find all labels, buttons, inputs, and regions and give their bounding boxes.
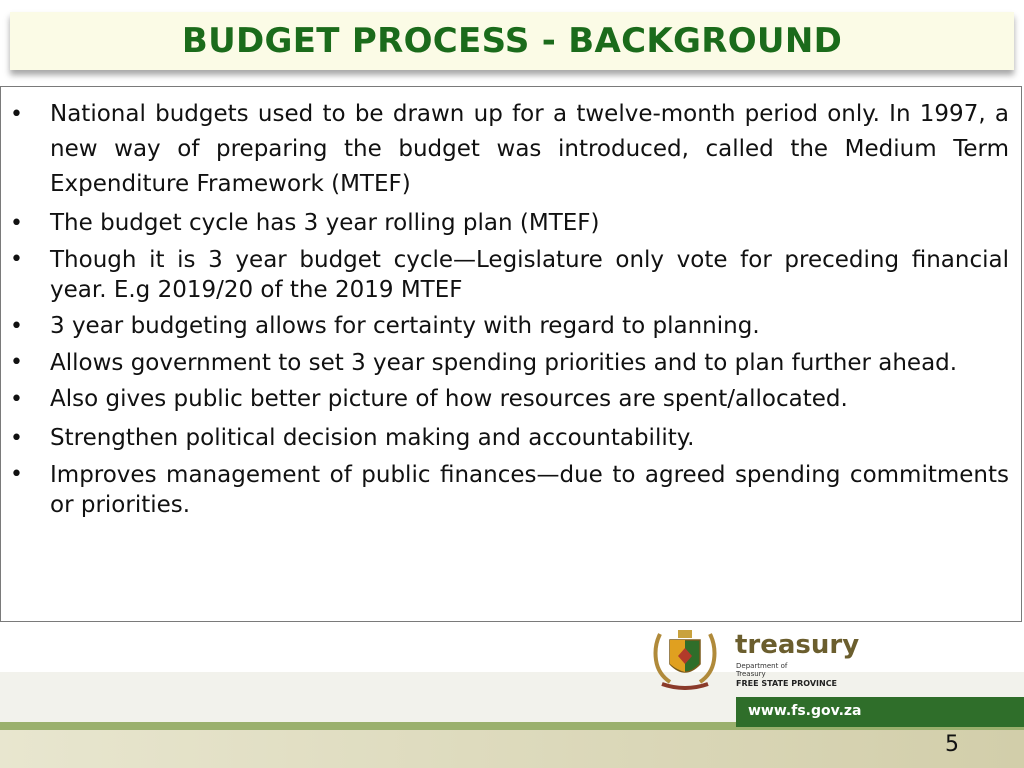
dept-line-1: Department of [736, 662, 788, 670]
bullet-item [1, 421, 1009, 456]
website-bar [736, 697, 1024, 727]
bullet-dot: • [10, 247, 23, 272]
bullet-text: 3 year budgeting allows for certainty with regard to planning. [50, 313, 760, 339]
brand-name: treasury [735, 630, 860, 660]
bullet-item [1, 348, 1009, 378]
footer [0, 622, 1024, 768]
bullet-text: The budget cycle has 3 year rolling plan (MTEF) [50, 210, 600, 236]
footer-base-stripe [0, 730, 1024, 768]
bullet-text: Though it is 3 year budget cycle—Legislature only vote for preceding financial year. E.g 2019/20 of the 2019 MTEF [50, 247, 1009, 303]
bullet-text: Also gives public better picture of how resources are spent/allocated. [50, 386, 848, 412]
bullet-dot: • [10, 102, 23, 127]
website-link[interactable]: www.fs.gov.za [748, 703, 862, 719]
bullet-item [1, 206, 1009, 241]
bullet-text: Improves management of public finances—due to agreed spending commitments or priorities. [50, 462, 1009, 518]
bullet-dot: • [10, 211, 23, 236]
bullet-item [1, 382, 1009, 417]
treasury-logo [640, 622, 860, 692]
bullet-item [1, 245, 1009, 305]
bullet-dot: • [10, 314, 23, 339]
bullet-dot: • [10, 350, 23, 375]
bullet-text: Allows government to set 3 year spending priorities and to plan further ahead. [50, 350, 958, 376]
slide-title: BUDGET PROCESS - BACKGROUND [181, 21, 843, 61]
bullet-item [1, 97, 1009, 202]
bullet-dot: • [10, 426, 23, 451]
province-label: FREE STATE PROVINCE [736, 679, 838, 688]
bullet-text: National budgets used to be drawn up for a twelve-month period only. In 1997, a new way of preparing the budget was introduced, called the Medium Term Expenditure Framework (MTEF) [50, 101, 1009, 197]
bullet-item [1, 460, 1009, 520]
bullet-list [1, 87, 1021, 520]
bullet-dot: • [10, 387, 23, 412]
bullet-text: Strengthen political decision making and accountability. [50, 425, 695, 451]
dept-line-2: Treasury [736, 670, 766, 678]
bullet-dot: • [10, 462, 23, 487]
title-bar [10, 12, 1014, 70]
content-box [0, 86, 1022, 622]
coat-of-arms-icon [640, 626, 730, 690]
page-number: 5 [945, 732, 959, 757]
bullet-item [1, 309, 1009, 344]
